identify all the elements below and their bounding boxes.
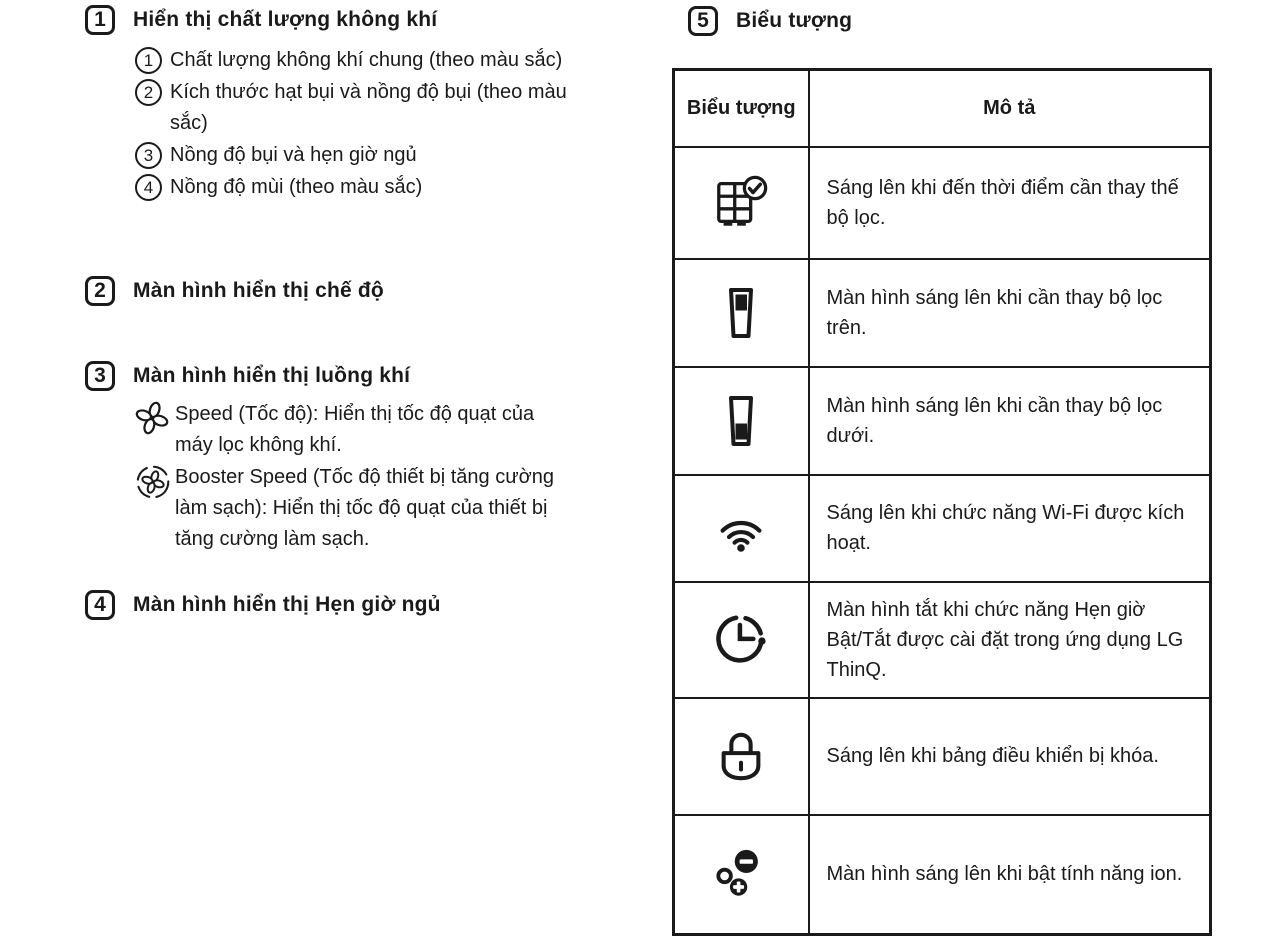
description-text: Sáng lên khi bảng điều khiển bị khóa. — [826, 745, 1159, 767]
symbol-cell — [674, 147, 809, 259]
description-cell — [809, 367, 1211, 475]
header-description: Mô tả — [809, 70, 1211, 147]
header-symbol: Biểu tượng — [674, 70, 809, 147]
item-text: Speed (Tốc độ): Hiển thị tốc độ quạt của máy lọc không khí. — [175, 403, 535, 456]
circled-number-icon: 3 — [135, 142, 162, 169]
section-title: Biểu tượng — [736, 9, 853, 32]
description-text: Màn hình sáng lên khi cần thay bộ lọc trên. — [826, 286, 1163, 339]
list-item — [135, 462, 645, 555]
section-number-box: 4 — [85, 590, 115, 620]
symbol-cell — [674, 259, 809, 367]
section-number-box: 5 — [688, 6, 718, 36]
timer-clock-icon — [712, 611, 770, 669]
symbol-table — [672, 68, 1212, 936]
table-row — [674, 367, 1211, 475]
table-row — [674, 582, 1211, 698]
description-text: Sáng lên khi đến thời điểm cần thay thế bộ lọc. — [826, 176, 1179, 229]
symbol-cell — [674, 475, 809, 582]
booster-fan-icon — [135, 462, 175, 500]
section-air-quality — [85, 5, 645, 204]
ion-icon — [714, 848, 768, 900]
item-text: Nồng độ bụi và hẹn giờ ngủ — [170, 144, 417, 166]
table-header-row — [674, 70, 1211, 147]
description-text: Màn hình sáng lên khi cần thay bộ lọc dưới. — [826, 394, 1163, 447]
list-item — [135, 172, 645, 203]
symbol-cell — [674, 815, 809, 935]
list-item — [135, 399, 645, 461]
circled-number-icon: 2 — [135, 79, 162, 106]
symbol-cell — [674, 582, 809, 698]
item-text: Nồng độ mùi (theo màu sắc) — [170, 176, 423, 198]
item-text: Kích thước hạt bụi và nồng độ bụi (theo màu sắc) — [170, 81, 567, 134]
table-row — [674, 815, 1211, 935]
section-sleep-timer-display — [85, 590, 645, 620]
description-text: Màn hình tắt khi chức năng Hẹn giờ Bật/Tắt được cài đặt trong ứng dụng LG ThinQ. — [826, 598, 1184, 681]
description-text: Sáng lên khi chức năng Wi-Fi được kích hoạt. — [826, 502, 1185, 554]
circled-number-icon: 4 — [135, 174, 162, 201]
section-heading — [85, 5, 645, 35]
section-items — [135, 399, 645, 555]
section-mode-display — [85, 276, 645, 306]
description-text: Màn hình sáng lên khi bật tính năng ion. — [826, 863, 1183, 886]
symbol-table-wrapper — [672, 68, 1209, 936]
description-cell — [809, 259, 1211, 367]
table-row — [674, 147, 1211, 259]
section-title: Màn hình hiển thị Hẹn giờ ngủ — [133, 593, 441, 616]
description-cell — [809, 582, 1211, 698]
upper-filter-icon — [725, 286, 757, 340]
wifi-icon — [711, 503, 771, 553]
table-row — [674, 259, 1211, 367]
list-item — [135, 45, 645, 76]
section-number-box: 2 — [85, 276, 115, 306]
description-cell — [809, 147, 1211, 259]
list-item — [135, 140, 645, 171]
section-title: Màn hình hiển thị chế độ — [133, 279, 384, 302]
table-row — [674, 475, 1211, 582]
item-text: Chất lượng không khí chung (theo màu sắc) — [170, 49, 563, 71]
section-items — [135, 45, 645, 203]
section-title: Màn hình hiển thị luồng khí — [133, 364, 411, 387]
description-cell — [809, 815, 1211, 935]
list-item — [135, 77, 645, 139]
section-heading — [85, 590, 645, 620]
item-text: Booster Speed (Tốc độ thiết bị tăng cường làm sạch): Hiển thị tốc độ quạt của thiết bị tăng cường làm sạch. — [175, 466, 554, 550]
description-cell — [809, 475, 1211, 582]
circled-number-icon: 1 — [135, 47, 162, 74]
section-number-box: 1 — [85, 5, 115, 35]
symbol-cell — [674, 698, 809, 815]
section-heading — [85, 276, 645, 306]
section-symbols-heading — [688, 6, 852, 36]
filter-check-icon — [712, 174, 770, 232]
description-cell — [809, 698, 1211, 815]
section-heading — [85, 361, 645, 391]
section-title: Hiển thị chất lượng không khí — [133, 8, 438, 31]
section-number-box: 3 — [85, 361, 115, 391]
section-airflow-display — [85, 361, 645, 556]
fan-icon — [135, 399, 175, 435]
lower-filter-icon — [725, 394, 757, 448]
icon-table-body — [674, 147, 1211, 935]
lock-icon — [714, 727, 768, 785]
table-row — [674, 698, 1211, 815]
symbol-cell — [674, 367, 809, 475]
